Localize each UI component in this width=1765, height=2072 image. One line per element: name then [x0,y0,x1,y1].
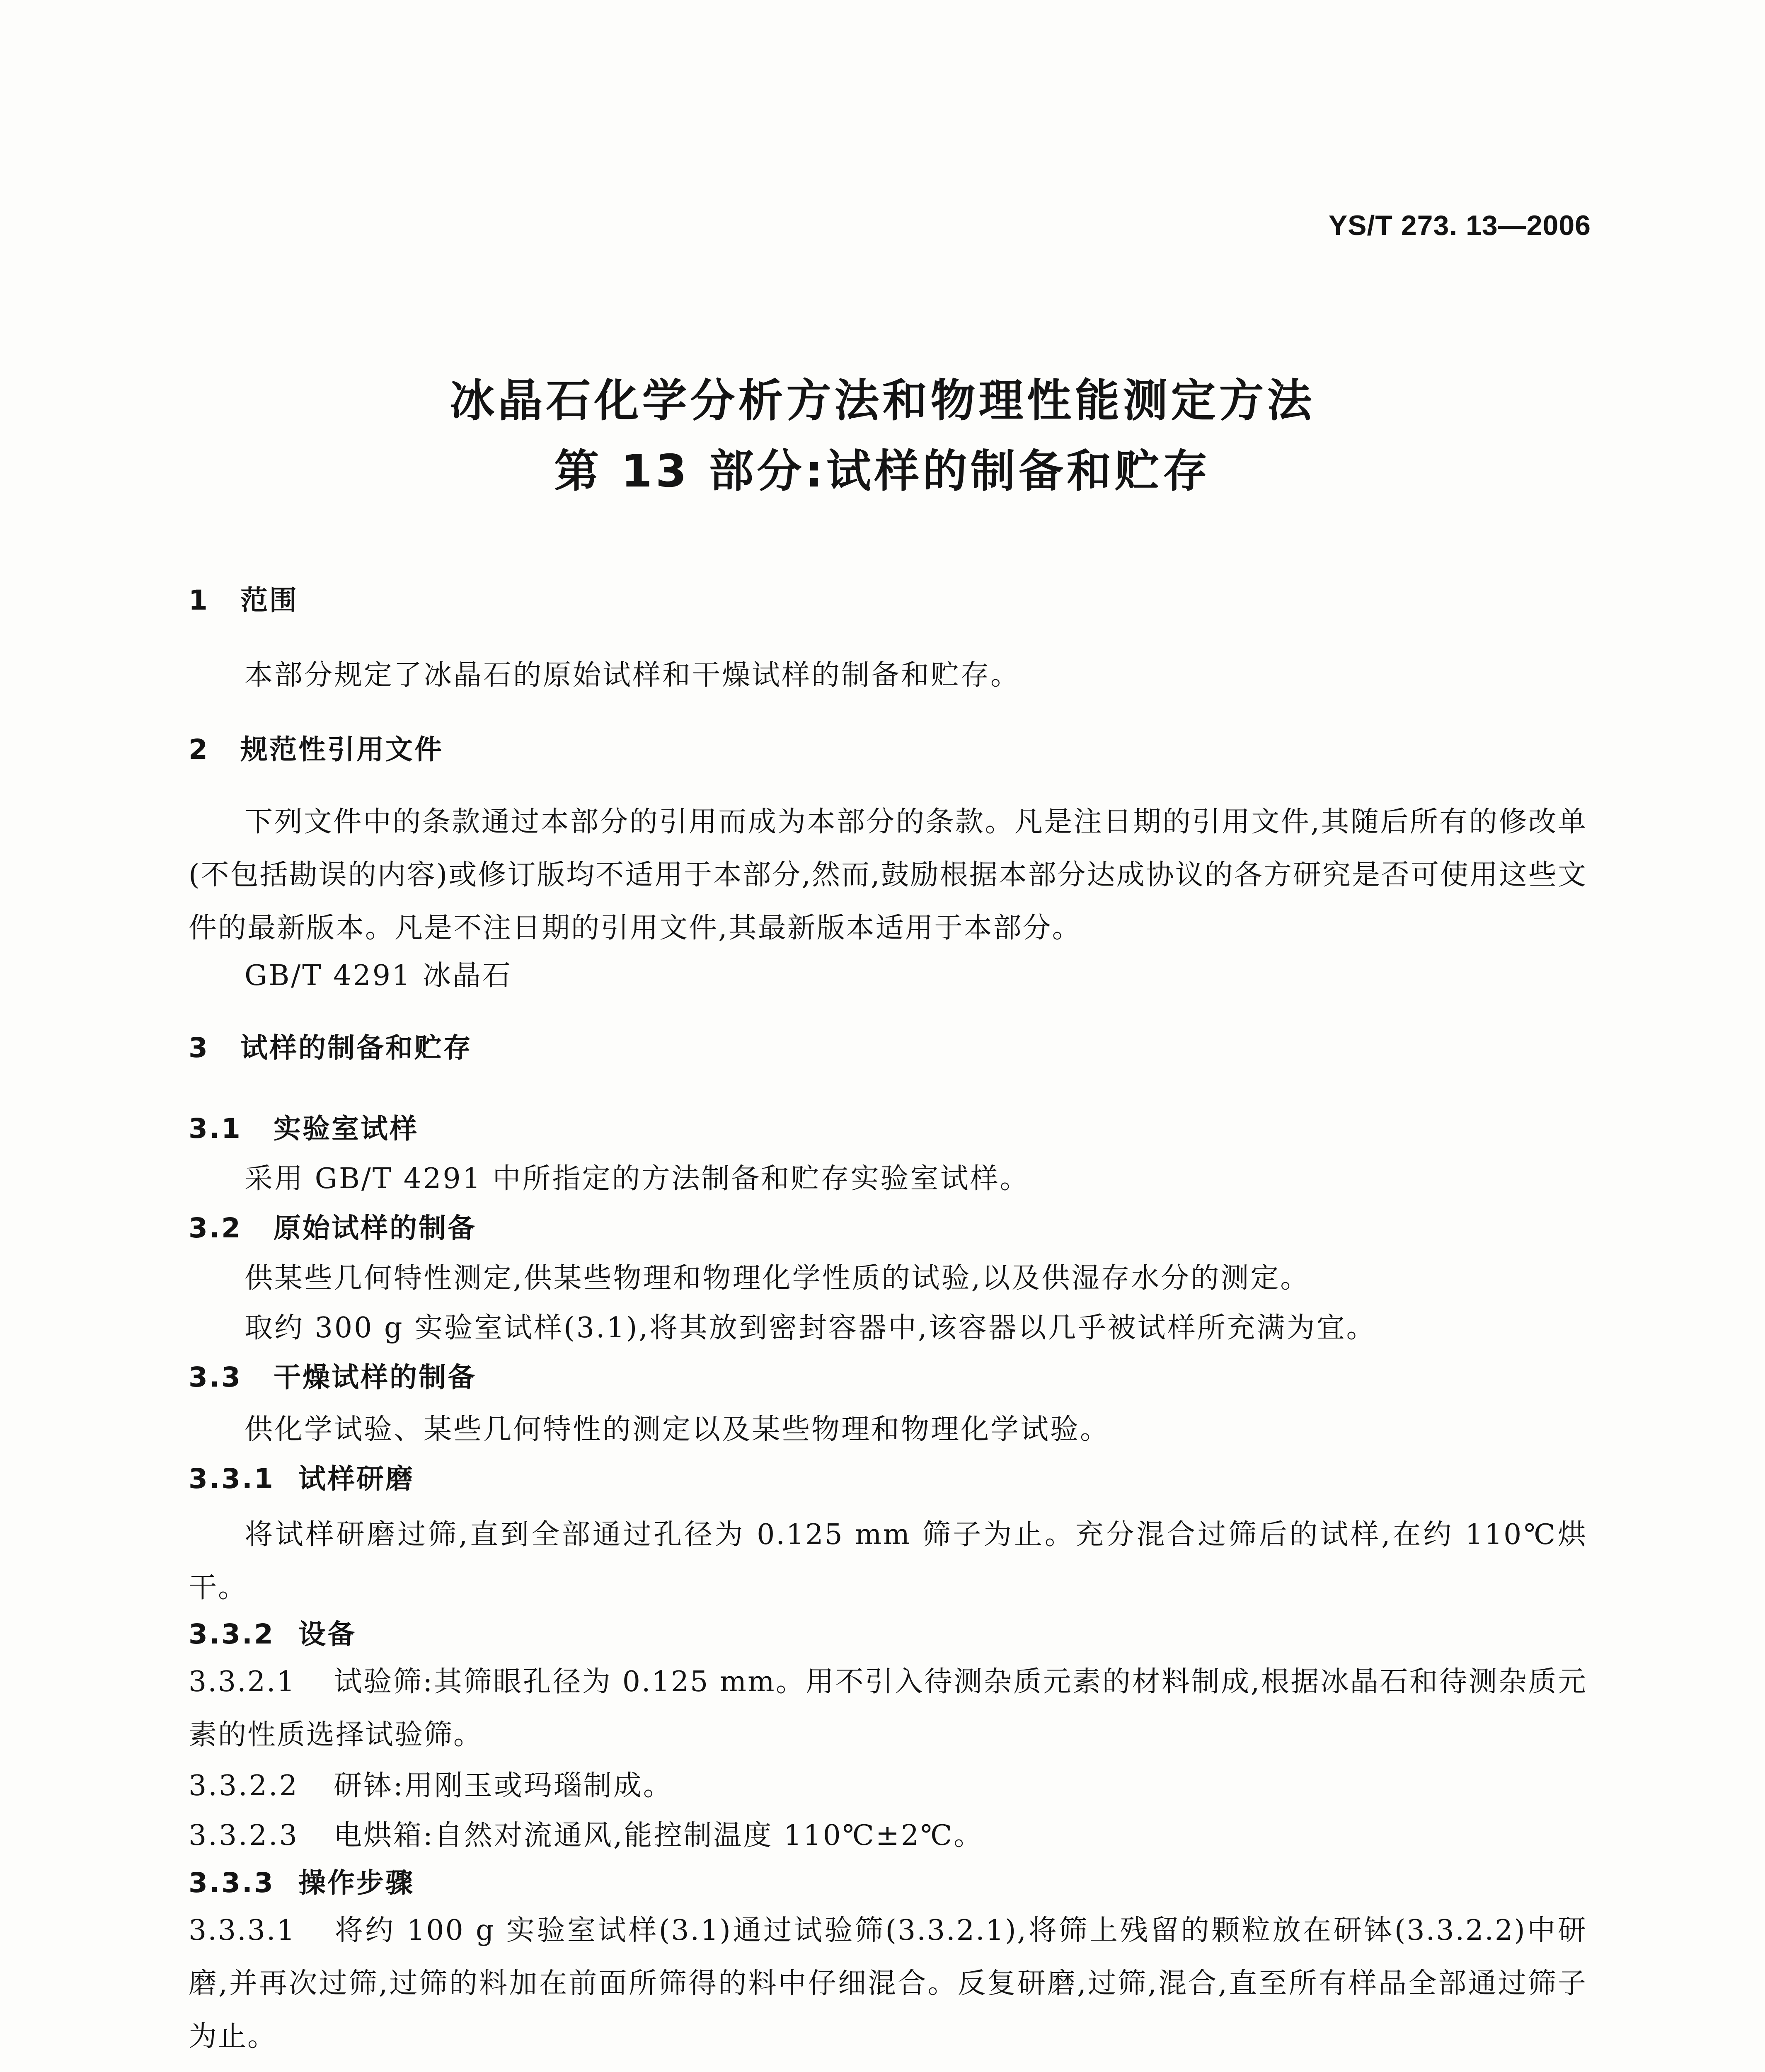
section-3-3-1-heading [189,1457,414,1496]
section-3-2-heading [189,1206,477,1245]
section-1-heading [189,578,298,617]
reference-title: 冰晶石 [423,959,513,992]
section-3-3-2-3 [189,1813,983,1853]
section-title: 试样研磨 [298,1463,414,1495]
section-3-2-text-1: 供某些几何特性测定,供某些物理和物理化学性质的试验,以及供湿存水分的测定。 [245,1262,1310,1295]
clause-text: 电烘箱:自然对流通风,能控制温度 110℃±2℃。 [334,1819,984,1852]
section-3-3-2-1-paragraph [189,1656,1587,1762]
section-title: 干燥试样的制备 [274,1361,477,1393]
clause-number: 3.3.2.3 [189,1819,299,1852]
section-3-1-heading [189,1106,419,1146]
section-3-3-3-1-paragraph [189,1904,1587,2063]
section-number: 3.1 [189,1113,242,1145]
paragraph-text: 将试样研磨过筛,直到全部通过孔径为 0.125 mm 筛子为止。充分混合过筛后的试样,在约 110℃烘干。 [189,1518,1587,1604]
section-3-3-text: 供化学试验、某些几何特性的测定以及某些物理和物理化学试验。 [245,1413,1110,1446]
paragraph-text: 试验筛:其筛眼孔径为 0.125 mm。用不引入待测杂质元素的材料制成,根据冰晶石和待测杂质元素的性质选择试验筛。 [189,1665,1587,1751]
clause-number: 3.3.2.2 [189,1769,299,1802]
document-title-line-2: 第 13 部分:试样的制备和贮存 [554,445,1211,497]
section-number: 2 [189,733,209,765]
section-2-heading [189,727,443,767]
clause-number: 3.3.3.1 [189,1914,296,1947]
section-3-1-text: 采用 GB/T 4291 中所指定的方法制备和贮存实验室试样。 [245,1162,1030,1195]
clause-text: 研钵:用刚玉或玛瑙制成。 [334,1769,673,1802]
section-3-3-2-2 [189,1763,673,1803]
standard-code: YS/T 273. 13—2006 [1328,210,1591,241]
section-number: 3.3.1 [189,1463,275,1495]
section-number: 3.3.3 [189,1867,275,1899]
section-title: 试样的制备和贮存 [240,1032,472,1064]
document-title-line-1: 冰晶石化学分析方法和物理性能测定方法 [450,375,1315,427]
section-title: 原始试样的制备 [274,1212,477,1244]
section-3-3-3-2-paragraph [189,2062,1587,2072]
section-3-2-text-2: 取约 300 g 实验室试样(3.1),将其放到密封容器中,该容器以几乎被试样所充满为宜。 [245,1312,1376,1344]
section-title: 实验室试样 [274,1113,419,1145]
clause-number [189,2062,334,2072]
section-2-paragraph [189,796,1587,955]
section-3-3-3-heading [189,1861,414,1900]
section-title: 范围 [240,584,298,616]
section-number: 3.3.2 [189,1618,275,1650]
clause-number: 3.3.2.1 [189,1665,296,1698]
section-3-3-2-heading [189,1612,356,1651]
paragraph-text: 下列文件中的条款通过本部分的引用而成为本部分的条款。凡是注日期的引用文件,其随后所有的修改单(不包括勘误的内容)或修订版均不适用于本部分,然而,鼓励根据本部分达成协议的各方研究是否可使用这些文件的最新版本。凡是不注日期的引用文件,其最新版本适用于本部分。 [189,806,1587,944]
reference-code: GB/T 4291 [245,959,412,992]
section-3-3-1-paragraph [189,1508,1587,1615]
section-number: 1 [189,584,209,616]
section-1-text: 本部分规定了冰晶石的原始试样和干燥试样的制备和贮存。 [245,659,1021,692]
section-number: 3.3 [189,1361,242,1393]
section-number: 3.2 [189,1212,242,1244]
section-title: 规范性引用文件 [240,733,443,765]
section-3-heading [189,1026,472,1065]
paragraph-text: 将约 100 g 实验室试样(3.1)通过试验筛(3.3.2.1),将筛上残留的颗粒放在研钵(3.3.2.2)中研磨,并再次过筛,过筛的料加在前面所筛得的料中仔细混合。反复研磨,过筛,混合,直至所有样品全部通过筛子为止。 [189,1914,1587,2053]
section-number: 3 [189,1032,209,1064]
section-3-3-heading [189,1355,477,1394]
section-title: 设备 [298,1618,356,1650]
normative-reference [245,953,512,993]
section-title: 操作步骤 [298,1867,414,1899]
